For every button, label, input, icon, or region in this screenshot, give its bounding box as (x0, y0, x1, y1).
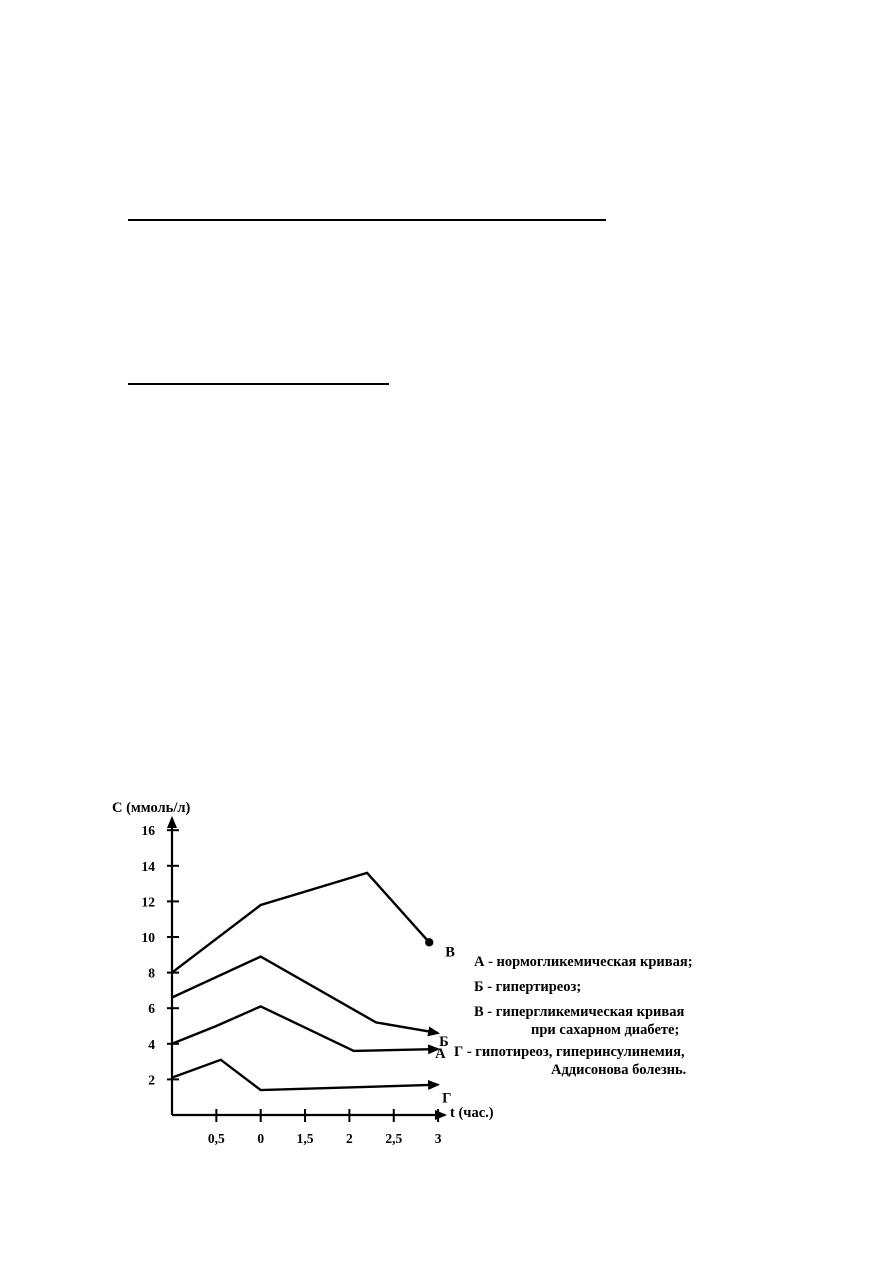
legend-item-v: В - гипергликемическая кривая (474, 1004, 685, 1020)
series-end-dot (425, 938, 433, 946)
x-tick-label: 0 (257, 1131, 265, 1146)
y-tick-label: 10 (141, 930, 155, 945)
x-tick-label: 0,5 (207, 1131, 225, 1146)
series-line-3 (172, 1006, 438, 1051)
x-tick-label: 1,5 (296, 1131, 314, 1146)
series-label: Б (439, 1034, 449, 1051)
series-line-4 (172, 1060, 438, 1090)
x-tick-label: 3 (434, 1131, 442, 1146)
y-tick-label: 16 (141, 823, 155, 839)
y-tick-label: 6 (148, 1001, 155, 1017)
series-label: В (445, 944, 455, 961)
legend-item-b: Б - гипертиреоз; (474, 979, 582, 995)
y-tick-label: 14 (141, 858, 155, 874)
legend-item-v-cont: при сахарном диабете; (531, 1022, 680, 1038)
series-label: А (435, 1046, 446, 1063)
legend-item-a: А - нормогликемическая кривая; (474, 954, 693, 970)
y-axis-label: С (ммоль/л) (112, 800, 191, 816)
x-axis-label: t (час.) (450, 1105, 494, 1121)
legend-item-g: Г - гипотиреоз, гиперинсулинемия, (454, 1044, 685, 1060)
series-line-1 (172, 873, 429, 973)
y-tick-label: 4 (148, 1036, 155, 1052)
series-label: Г (442, 1090, 452, 1107)
y-tick-label: 8 (148, 965, 155, 981)
x-tick-label: 2 (346, 1131, 353, 1146)
chart-series-layer (172, 873, 438, 1090)
x-tick-label: 2,5 (385, 1131, 403, 1146)
chart-axes (167, 818, 445, 1122)
series-line-2 (172, 957, 438, 1034)
y-tick-label: 2 (148, 1072, 155, 1088)
y-tick-label: 12 (141, 894, 155, 910)
legend-item-g-cont: Аддисонова болезнь. (551, 1062, 687, 1078)
